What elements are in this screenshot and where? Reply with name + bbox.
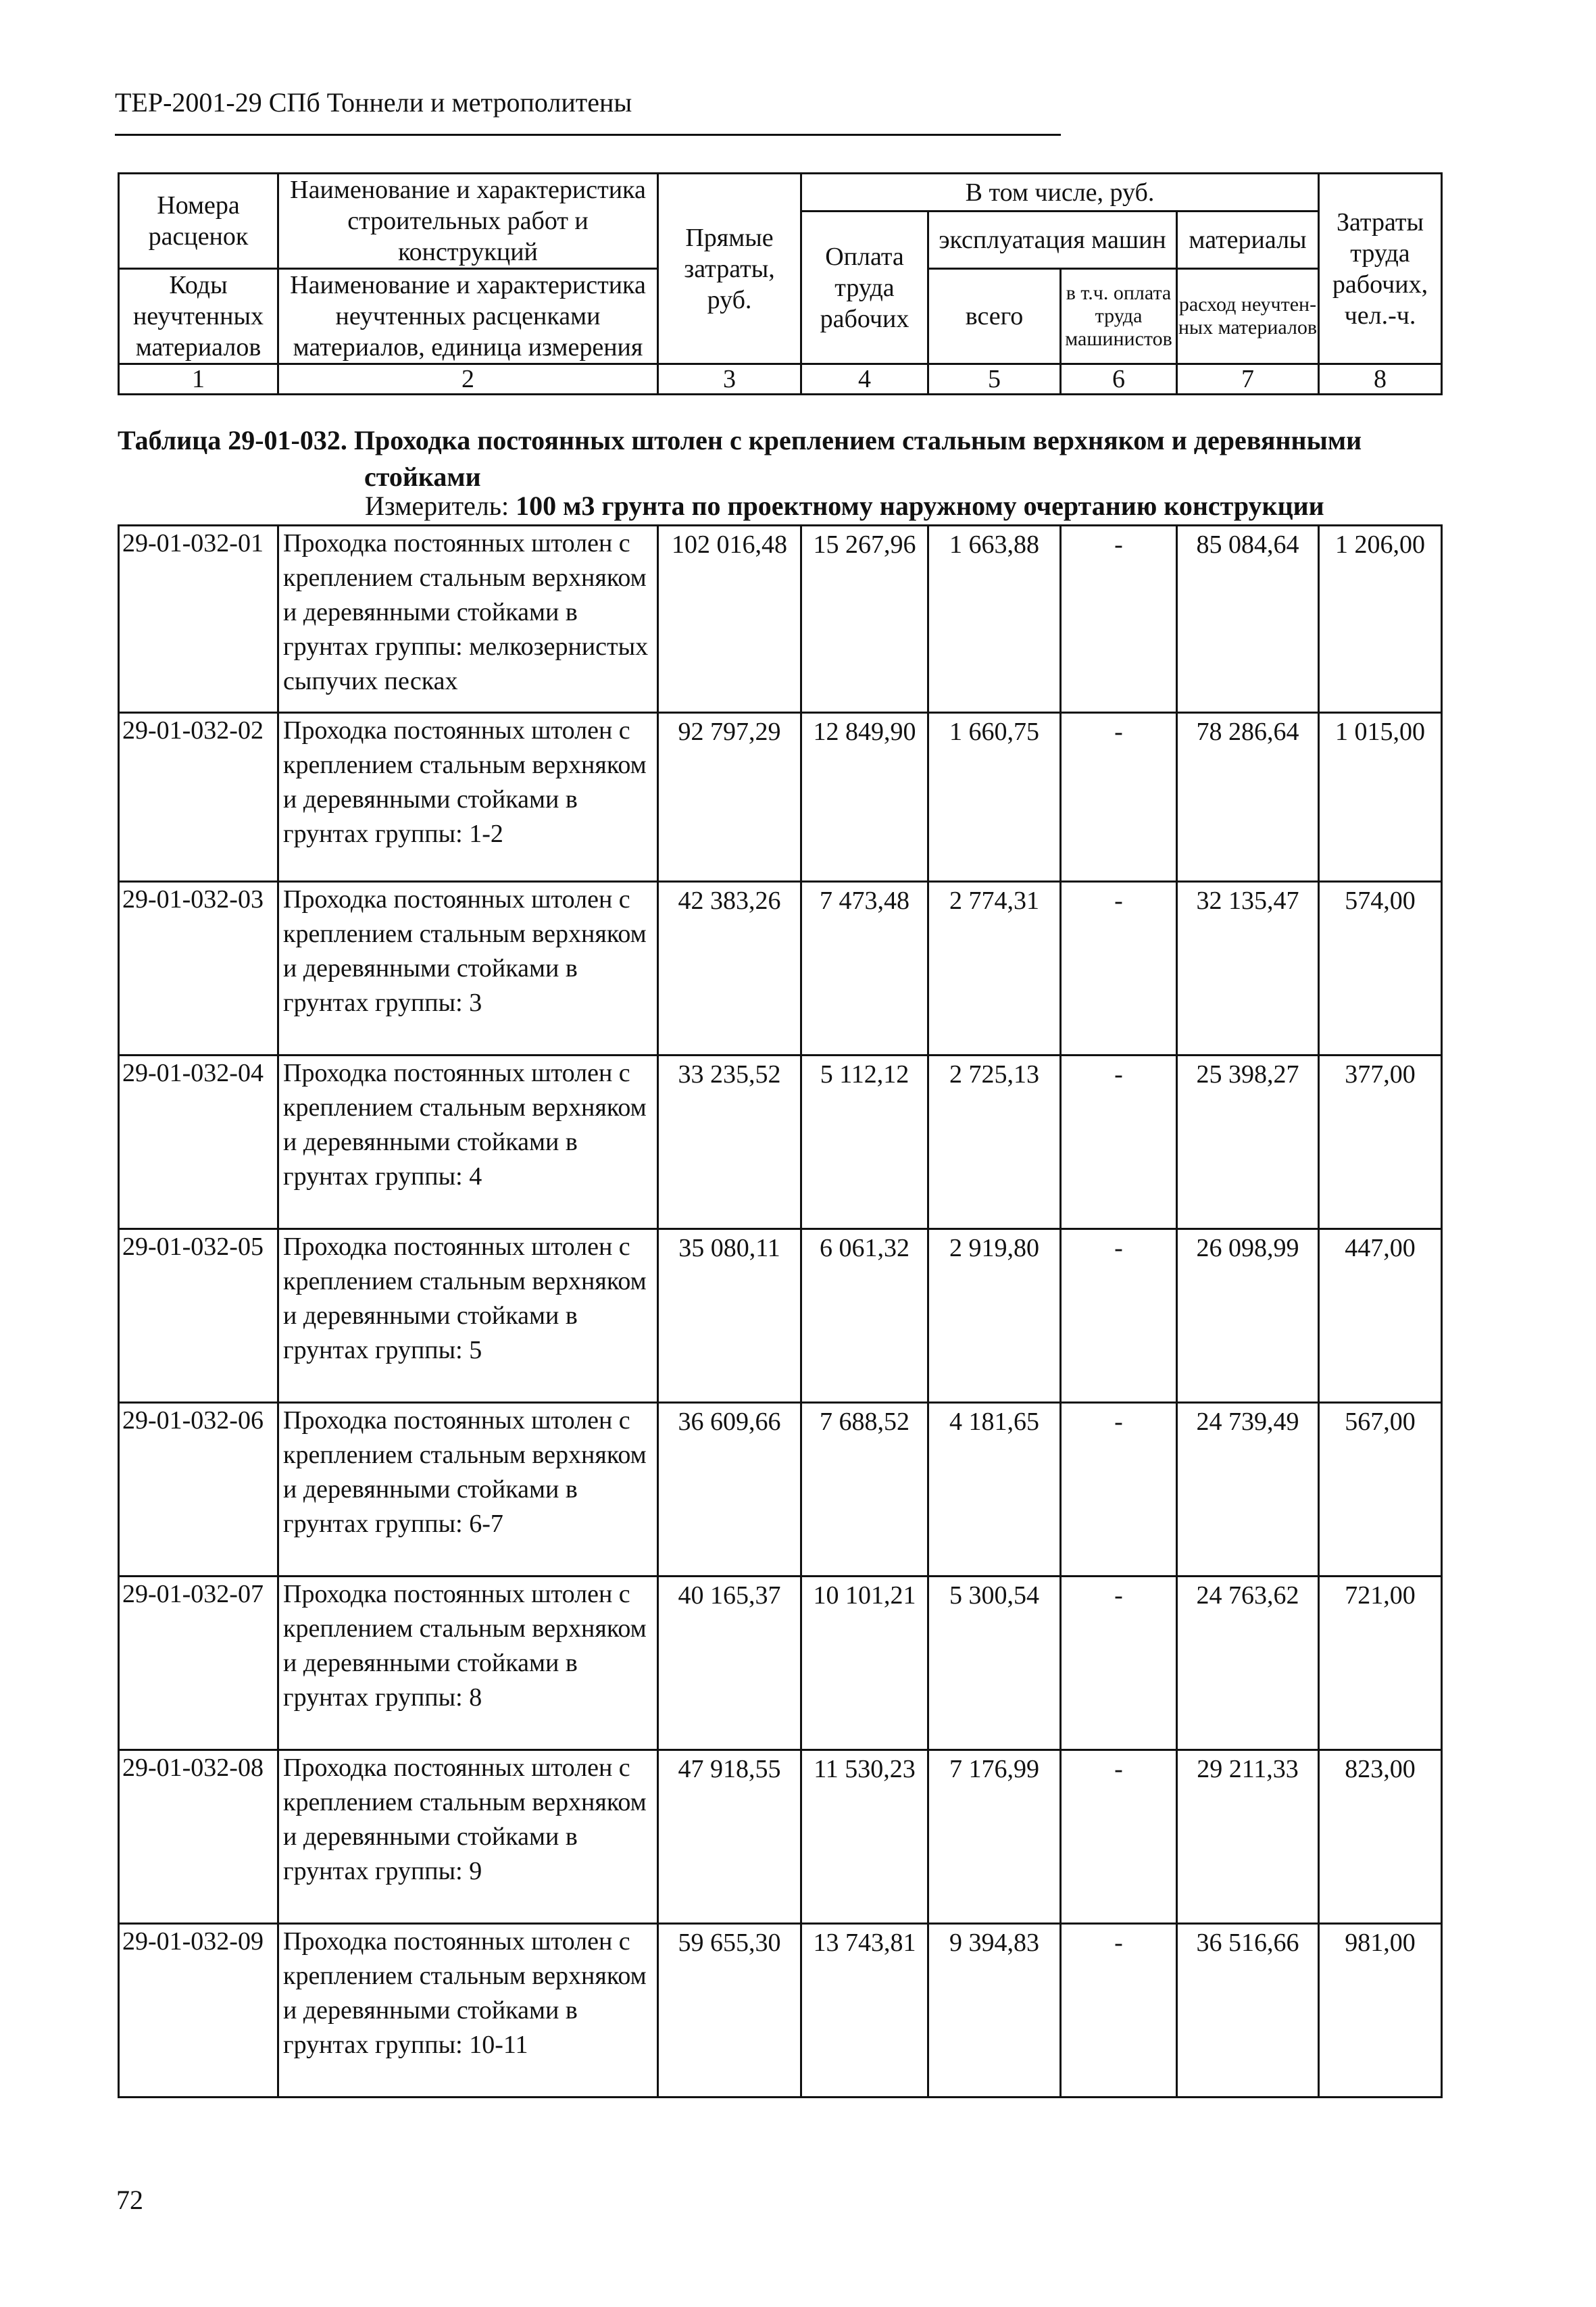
work-name: Проходка постоянных штолен с креплением стальным верхняком и деревянными стойками в грунтах группы: 3 — [278, 882, 658, 1056]
col8-header: Затраты труда рабочих, чел.-ч. — [1319, 174, 1442, 364]
labor-hours: 721,00 — [1319, 1577, 1442, 1750]
table-title-line2: стойками — [364, 462, 481, 492]
operators-cost: - — [1061, 1403, 1177, 1577]
labor-cost: 5 112,12 — [801, 1056, 928, 1229]
materials-cost: 29 211,33 — [1177, 1750, 1319, 1924]
col-number: 7 — [1177, 364, 1319, 395]
rates-table — [118, 524, 1443, 2098]
work-name: Проходка постоянных штолен с креплением стальным верхняком и деревянными стойками в грунтах группы: 1-2 — [278, 713, 658, 882]
table-row — [119, 882, 1442, 1056]
machines-cost: 2 774,31 — [928, 882, 1061, 1056]
direct-cost: 40 165,37 — [658, 1577, 801, 1750]
table-row — [119, 1577, 1442, 1750]
direct-cost: 33 235,52 — [658, 1056, 801, 1229]
work-name: Проходка постоянных штолен с креплением стальным верхняком и деревянными стойками в грунтах группы: 4 — [278, 1056, 658, 1229]
header-rule — [115, 134, 1061, 136]
operators-cost: - — [1061, 1577, 1177, 1750]
labor-hours: 447,00 — [1319, 1229, 1442, 1403]
materials-cost: 24 739,49 — [1177, 1403, 1319, 1577]
materials-header: материалы — [1177, 212, 1319, 269]
col-number: 1 — [119, 364, 278, 395]
direct-cost: 36 609,66 — [658, 1403, 801, 1577]
materials-cost: 32 135,47 — [1177, 882, 1319, 1056]
col5-header: всего — [928, 269, 1061, 364]
materials-cost: 25 398,27 — [1177, 1056, 1319, 1229]
rate-code: 29-01-032-04 — [119, 1056, 278, 1229]
column-header-table — [118, 172, 1443, 395]
col-number: 2 — [278, 364, 658, 395]
machines-cost: 2 725,13 — [928, 1056, 1061, 1229]
group-header: В том числе, руб. — [801, 174, 1319, 212]
materials-cost: 26 098,99 — [1177, 1229, 1319, 1403]
labor-hours: 1 206,00 — [1319, 526, 1442, 713]
work-name: Проходка постоянных штолен с креплением стальным верхняком и деревянными стойками в грунтах группы: 6-7 — [278, 1403, 658, 1577]
direct-cost: 92 797,29 — [658, 713, 801, 882]
col-number: 3 — [658, 364, 801, 395]
col6-header: в т.ч. оплата труда машинистов — [1061, 269, 1177, 364]
rate-code: 29-01-032-01 — [119, 526, 278, 713]
direct-cost: 42 383,26 — [658, 882, 801, 1056]
col-number: 8 — [1319, 364, 1442, 395]
labor-hours: 574,00 — [1319, 882, 1442, 1056]
rate-code: 29-01-032-09 — [119, 1924, 278, 2098]
machines-cost: 1 660,75 — [928, 713, 1061, 882]
col-number: 4 — [801, 364, 928, 395]
labor-hours: 567,00 — [1319, 1403, 1442, 1577]
direct-cost: 47 918,55 — [658, 1750, 801, 1924]
table-row — [119, 1056, 1442, 1229]
labor-hours: 1 015,00 — [1319, 713, 1442, 882]
operators-cost: - — [1061, 882, 1177, 1056]
col3-header: Прямые затраты, руб. — [658, 174, 801, 364]
labor-hours: 981,00 — [1319, 1924, 1442, 2098]
table-title — [118, 422, 1469, 495]
page-number: 72 — [116, 2185, 143, 2215]
rate-code: 29-01-032-07 — [119, 1577, 278, 1750]
rate-code: 29-01-032-08 — [119, 1750, 278, 1924]
machines-cost: 7 176,99 — [928, 1750, 1061, 1924]
machines-cost: 1 663,88 — [928, 526, 1061, 713]
labor-cost: 6 061,32 — [801, 1229, 928, 1403]
labor-hours: 823,00 — [1319, 1750, 1442, 1924]
labor-cost: 7 688,52 — [801, 1403, 928, 1577]
materials-cost: 85 084,64 — [1177, 526, 1319, 713]
operators-cost: - — [1061, 1750, 1177, 1924]
rate-code: 29-01-032-05 — [119, 1229, 278, 1403]
operators-cost: - — [1061, 526, 1177, 713]
table-row — [119, 1924, 1442, 2098]
col1-header-top: Номера расценок — [119, 174, 278, 269]
table-row — [119, 526, 1442, 713]
col4-header: Оплата труда рабочих — [801, 212, 928, 364]
table-row — [119, 1750, 1442, 1924]
work-name: Проходка постоянных штолен с креплением стальным верхняком и деревянными стойками в грунтах группы: 9 — [278, 1750, 658, 1924]
work-name: Проходка постоянных штолен с креплением стальным верхняком и деревянными стойками в грунтах группы: 5 — [278, 1229, 658, 1403]
labor-cost: 13 743,81 — [801, 1924, 928, 2098]
labor-cost: 15 267,96 — [801, 526, 928, 713]
machines-cost: 9 394,83 — [928, 1924, 1061, 2098]
measure-value: 100 м3 грунта по проектному наружному очертанию конструкции — [516, 491, 1324, 521]
measure-line — [365, 490, 1324, 522]
col2-header-bottom: Наименование и характеристика неучтенных расценками материалов, единица измерения — [278, 269, 658, 364]
rate-code: 29-01-032-03 — [119, 882, 278, 1056]
col-number: 6 — [1061, 364, 1177, 395]
table-row — [119, 1403, 1442, 1577]
materials-cost: 24 763,62 — [1177, 1577, 1319, 1750]
col1-header-bottom: Коды неучтенных материалов — [119, 269, 278, 364]
work-name: Проходка постоянных штолен с креплением стальным верхняком и деревянными стойками в грунтах группы: 8 — [278, 1577, 658, 1750]
operators-cost: - — [1061, 1056, 1177, 1229]
col7-header: расход неучтен-ных материалов — [1177, 269, 1319, 364]
machines-cost: 5 300,54 — [928, 1577, 1061, 1750]
materials-cost: 36 516,66 — [1177, 1924, 1319, 2098]
labor-cost: 7 473,48 — [801, 882, 928, 1056]
table-row — [119, 1229, 1442, 1403]
operators-cost: - — [1061, 713, 1177, 882]
operators-cost: - — [1061, 1924, 1177, 2098]
table-row — [119, 713, 1442, 882]
work-name: Проходка постоянных штолен с креплением стальным верхняком и деревянными стойками в грунтах группы: мелкозернистых сыпучих песках — [278, 526, 658, 713]
col2-header-top: Наименование и характеристика строительных работ и конструкций — [278, 174, 658, 269]
rates-table-body — [119, 526, 1442, 2098]
machines-cost: 2 919,80 — [928, 1229, 1061, 1403]
labor-cost: 11 530,23 — [801, 1750, 928, 1924]
rate-code: 29-01-032-06 — [119, 1403, 278, 1577]
col-number: 5 — [928, 364, 1061, 395]
measure-label: Измеритель: — [365, 491, 509, 521]
labor-cost: 10 101,21 — [801, 1577, 928, 1750]
direct-cost: 59 655,30 — [658, 1924, 801, 2098]
machines-header: эксплуатация машин — [928, 212, 1177, 269]
operators-cost: - — [1061, 1229, 1177, 1403]
labor-hours: 377,00 — [1319, 1056, 1442, 1229]
rate-code: 29-01-032-02 — [119, 713, 278, 882]
machines-cost: 4 181,65 — [928, 1403, 1061, 1577]
direct-cost: 102 016,48 — [658, 526, 801, 713]
materials-cost: 78 286,64 — [1177, 713, 1319, 882]
labor-cost: 12 849,90 — [801, 713, 928, 882]
table-title-line1: Таблица 29-01-032. Проходка постоянных штолен с креплением стальным верхняком и деревянными — [118, 425, 1362, 455]
running-header: ТЕР-2001-29 СПб Тоннели и метрополитены — [115, 87, 632, 118]
work-name: Проходка постоянных штолен с креплением стальным верхняком и деревянными стойками в грунтах группы: 10-11 — [278, 1924, 658, 2098]
direct-cost: 35 080,11 — [658, 1229, 801, 1403]
